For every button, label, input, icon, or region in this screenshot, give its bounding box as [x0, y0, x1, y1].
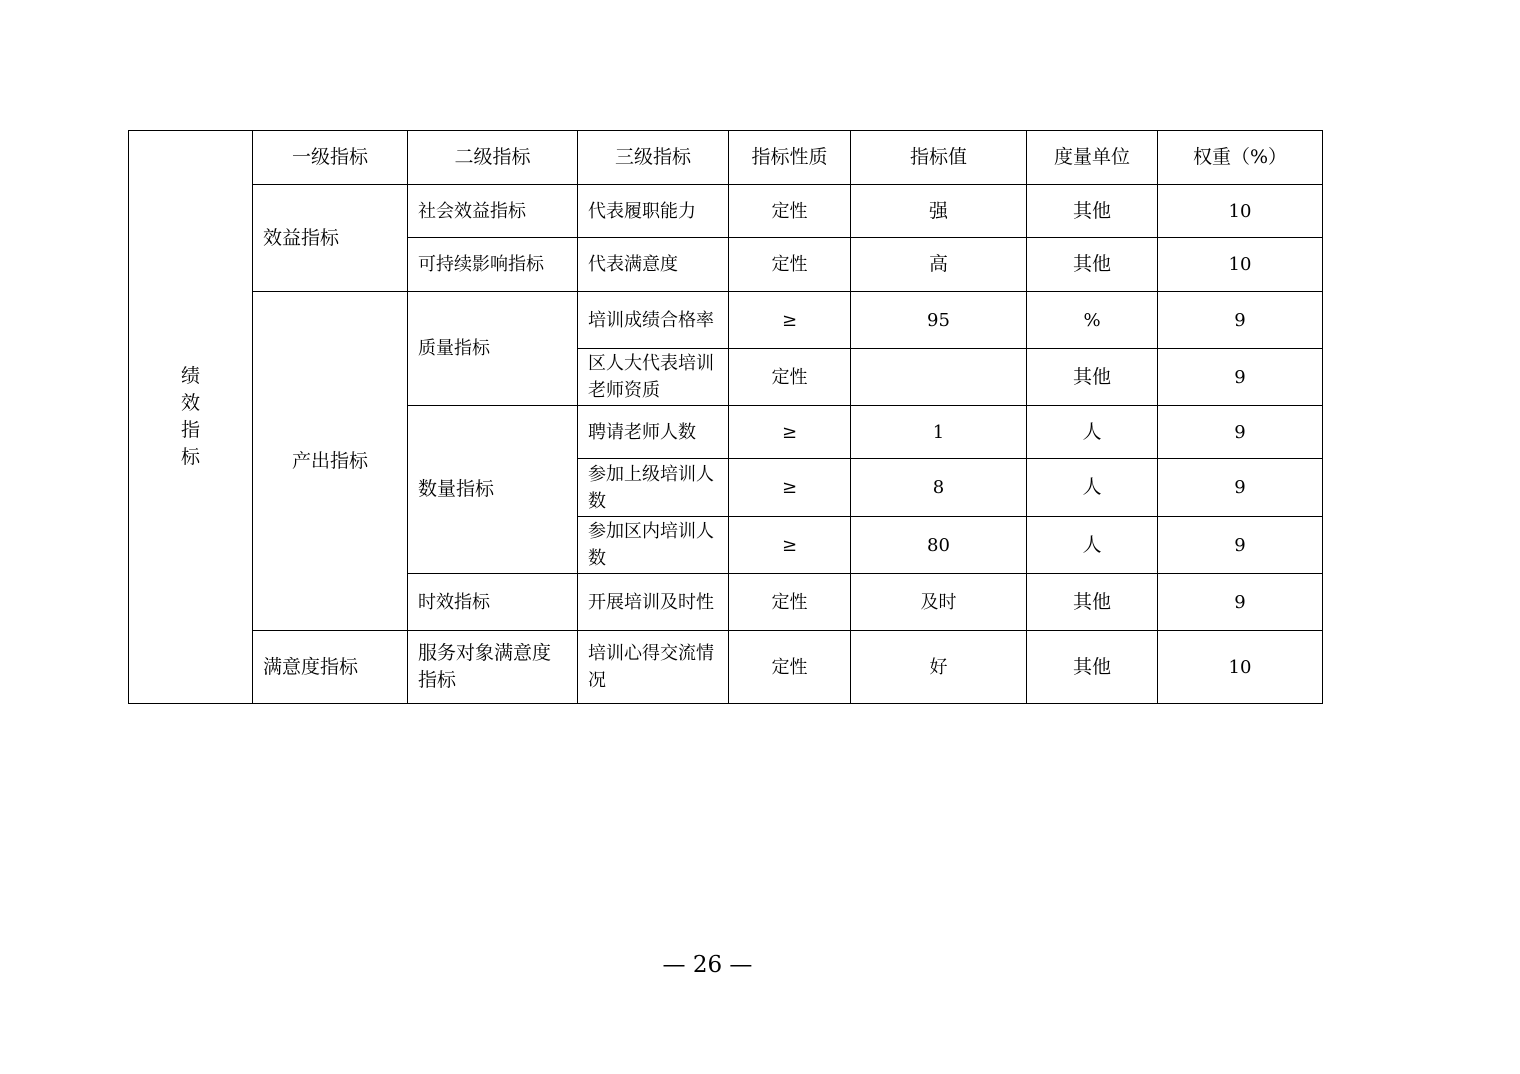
- table-row: [129, 631, 1323, 704]
- weight-cell: 10: [1158, 185, 1323, 238]
- weight-cell: 9: [1158, 406, 1323, 459]
- weight-cell: 10: [1158, 631, 1323, 704]
- unit-cell: %: [1027, 292, 1158, 349]
- nature-cell: 定性: [729, 631, 851, 704]
- nature-cell: ≥: [729, 292, 851, 349]
- unit-cell: 其他: [1027, 631, 1158, 704]
- header-level3: 三级指标: [578, 131, 729, 185]
- nature-cell: 定性: [729, 185, 851, 238]
- weight-cell: 9: [1158, 459, 1323, 517]
- nature-cell: 定性: [729, 574, 851, 631]
- level1-output: 产出指标: [253, 292, 408, 631]
- unit-cell: 其他: [1027, 349, 1158, 406]
- unit-cell: 其他: [1027, 238, 1158, 292]
- table-row: [129, 292, 1323, 349]
- nature-cell: ≥: [729, 406, 851, 459]
- level3-cell: 开展培训及时性: [578, 574, 729, 631]
- level3-cell: 代表履职能力: [578, 185, 729, 238]
- header-level2: 二级指标: [408, 131, 578, 185]
- unit-cell: 人: [1027, 406, 1158, 459]
- unit-cell: 其他: [1027, 574, 1158, 631]
- group-label-cell: [129, 131, 253, 704]
- nature-cell: ≥: [729, 459, 851, 517]
- value-cell: [851, 349, 1027, 406]
- level3-cell: 参加区内培训人数: [578, 517, 729, 574]
- header-level1: 一级指标: [253, 131, 408, 185]
- level2-service: 服务对象满意度指标: [408, 631, 578, 704]
- value-cell: 80: [851, 517, 1027, 574]
- level2-timeliness: 时效指标: [408, 574, 578, 631]
- weight-cell: 10: [1158, 238, 1323, 292]
- weight-cell: 9: [1158, 349, 1323, 406]
- unit-cell: 人: [1027, 517, 1158, 574]
- level2-quality: 质量指标: [408, 292, 578, 406]
- header-unit: 度量单位: [1027, 131, 1158, 185]
- level1-satisfaction: 满意度指标: [253, 631, 408, 704]
- weight-cell: 9: [1158, 517, 1323, 574]
- value-cell: 1: [851, 406, 1027, 459]
- nature-cell: 定性: [729, 238, 851, 292]
- value-cell: 好: [851, 631, 1027, 704]
- unit-cell: 人: [1027, 459, 1158, 517]
- header-row: [129, 131, 1323, 185]
- value-cell: 高: [851, 238, 1027, 292]
- group-label: 绩效指标: [180, 365, 200, 468]
- value-cell: 95: [851, 292, 1027, 349]
- level1-benefit: 效益指标: [253, 185, 408, 292]
- weight-cell: 9: [1158, 574, 1323, 631]
- level2-social: 社会效益指标: [408, 185, 578, 238]
- header-value: 指标值: [851, 131, 1027, 185]
- nature-cell: 定性: [729, 349, 851, 406]
- page-number: — 26 —: [662, 952, 753, 978]
- level3-cell: 培训成绩合格率: [578, 292, 729, 349]
- unit-cell: 其他: [1027, 185, 1158, 238]
- weight-cell: 9: [1158, 292, 1323, 349]
- header-nature: 指标性质: [729, 131, 851, 185]
- level3-cell: 培训心得交流情况: [578, 631, 729, 704]
- value-cell: 强: [851, 185, 1027, 238]
- level3-cell: 区人大代表培训老师资质: [578, 349, 729, 406]
- value-cell: 及时: [851, 574, 1027, 631]
- header-weight: 权重（%）: [1158, 131, 1323, 185]
- level3-cell: 聘请老师人数: [578, 406, 729, 459]
- performance-indicator-table: [128, 130, 1323, 704]
- table-row: [129, 185, 1323, 238]
- level2-quantity: 数量指标: [408, 406, 578, 574]
- value-cell: 8: [851, 459, 1027, 517]
- level2-sustain: 可持续影响指标: [408, 238, 578, 292]
- level3-cell: 代表满意度: [578, 238, 729, 292]
- level3-cell: 参加上级培训人数: [578, 459, 729, 517]
- nature-cell: ≥: [729, 517, 851, 574]
